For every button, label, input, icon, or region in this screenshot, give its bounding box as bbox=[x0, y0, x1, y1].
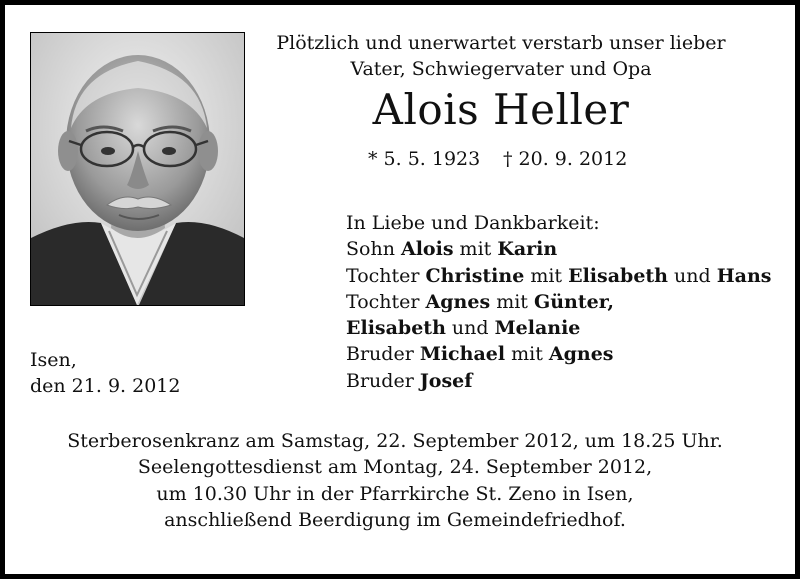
intro-text bbox=[262, 30, 740, 82]
service-line-4: anschließend Beerdigung im Gemeindefriedhof. bbox=[164, 508, 626, 531]
place-and-date bbox=[30, 347, 180, 400]
life-dates bbox=[368, 146, 668, 172]
person-name: Melanie bbox=[494, 317, 581, 340]
person-name: Josef bbox=[419, 369, 473, 392]
person-name: Alois bbox=[400, 238, 454, 261]
connector: mit bbox=[505, 343, 549, 366]
intro-line-1: Plötzlich und unerwartet verstarb unser lieber bbox=[276, 32, 726, 54]
mourners-list bbox=[346, 210, 772, 394]
date-line: den 21. 9. 2012 bbox=[30, 375, 181, 398]
person-name: Hans bbox=[716, 264, 772, 287]
birth-date: * 5. 5. 1923 bbox=[368, 148, 481, 170]
relation: Tochter bbox=[346, 264, 426, 287]
mourner-line bbox=[346, 263, 772, 289]
connector: mit bbox=[453, 238, 498, 261]
mourners-heading: In Liebe und Dankbarkeit: bbox=[346, 212, 600, 234]
place-line: Isen, bbox=[30, 349, 77, 371]
relation: Bruder bbox=[346, 369, 420, 392]
relation: Tochter bbox=[346, 290, 426, 313]
portrait-photo bbox=[30, 32, 245, 306]
mourner-line bbox=[346, 315, 772, 341]
person-name: Michael bbox=[419, 343, 506, 366]
mourner-line bbox=[346, 368, 772, 394]
deceased-name: Alois Heller bbox=[372, 85, 630, 134]
person-name: Karin bbox=[497, 238, 558, 261]
person-name: Elisabeth bbox=[568, 264, 668, 287]
person-name: Agnes bbox=[548, 343, 614, 366]
connector: mit bbox=[490, 290, 534, 313]
person-name: Günter, bbox=[533, 290, 614, 313]
mourner-line bbox=[346, 236, 772, 262]
connector: mit bbox=[524, 264, 569, 287]
service-line-2: Seelengottesdienst am Montag, 24. September 2012, bbox=[137, 456, 653, 479]
connector: und bbox=[668, 264, 717, 287]
service-line-3: um 10.30 Uhr in der Pfarrkirche St. Zeno in Isen, bbox=[156, 482, 634, 505]
service-line-1: Sterberosenkranz am Samstag, 22. September 2012, um 18.25 Uhr. bbox=[67, 430, 723, 452]
person-name: Elisabeth bbox=[346, 317, 446, 340]
service-details bbox=[30, 428, 760, 533]
death-date: † 20. 9. 2012 bbox=[503, 148, 628, 170]
mourner-line bbox=[346, 289, 772, 315]
mourner-line bbox=[346, 341, 772, 367]
person-name: Christine bbox=[425, 264, 525, 287]
intro-line-2: Vater, Schwiegervater und Opa bbox=[350, 58, 652, 80]
connector: und bbox=[445, 317, 495, 340]
relation: Bruder bbox=[346, 343, 420, 366]
person-name: Agnes bbox=[425, 290, 491, 313]
relation: Sohn bbox=[346, 238, 401, 261]
